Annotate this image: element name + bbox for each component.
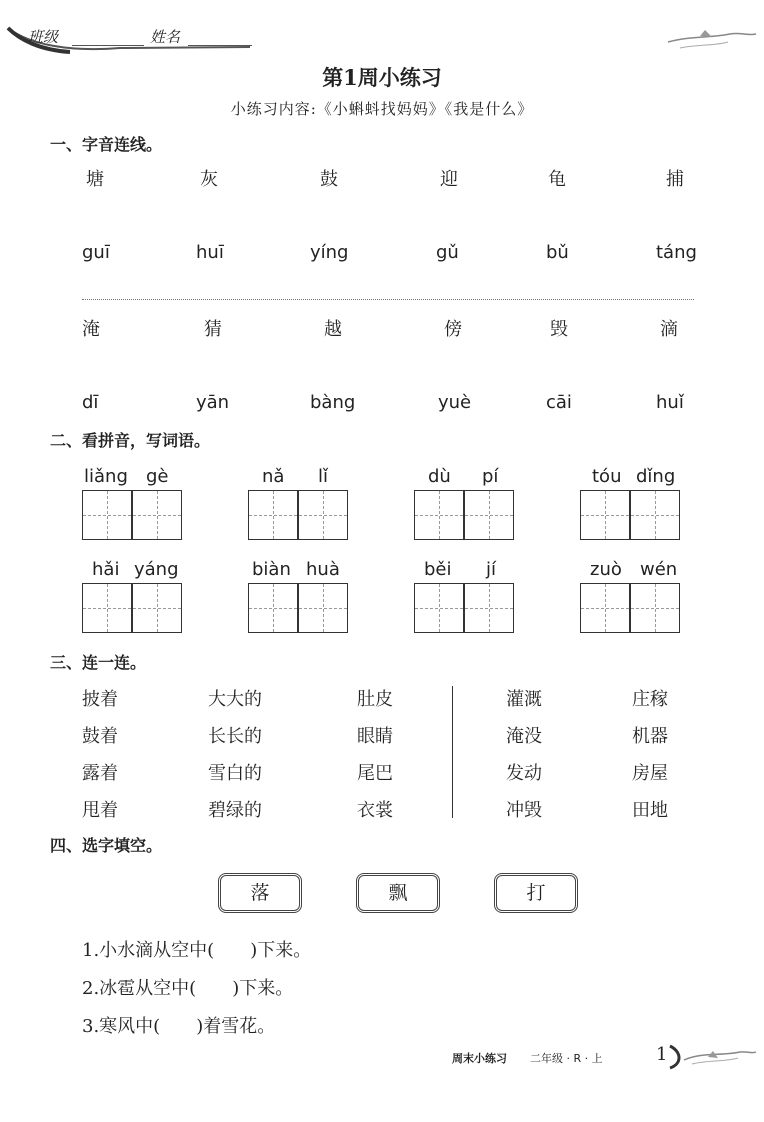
writing-box[interactable]: [414, 490, 464, 540]
match-divider: [452, 686, 453, 818]
section1-divider: [82, 299, 694, 300]
footer-brush-decoration: [668, 1042, 758, 1072]
pinyin-item[interactable]: guī: [82, 242, 110, 263]
match-word[interactable]: 田地: [632, 800, 668, 821]
pinyin-label: jí: [486, 559, 497, 580]
pinyin-label: dǐng: [636, 466, 676, 487]
pinyin-item[interactable]: yān: [196, 392, 230, 413]
footer-grade: 二年级 · R · 上: [530, 1052, 603, 1065]
char-item[interactable]: 滴: [660, 319, 678, 340]
pinyin-label: hǎi: [92, 559, 120, 580]
match-word[interactable]: 衣裳: [357, 800, 393, 821]
fill-sentence[interactable]: 2.冰雹从空中( )下来。: [82, 978, 294, 999]
match-word[interactable]: 庄稼: [632, 689, 668, 710]
pinyin-label: tóu: [592, 466, 622, 487]
fill-sentence[interactable]: 1.小水滴从空中( )下来。: [82, 940, 312, 961]
fill-sentence[interactable]: 3.寒风中( )着雪花。: [82, 1016, 276, 1037]
page-number: 1: [656, 1044, 668, 1065]
pinyin-label: zuò: [590, 559, 622, 580]
char-item[interactable]: 塘: [86, 169, 104, 190]
pinyin-item[interactable]: cāi: [546, 392, 572, 413]
writing-box[interactable]: [248, 583, 298, 633]
match-word[interactable]: 雪白的: [208, 763, 262, 784]
pinyin-item[interactable]: bǔ: [546, 242, 569, 263]
section4-heading: 四、选字填空。: [50, 836, 163, 855]
section1-heading: 一、字音连线。: [50, 135, 163, 154]
pinyin-label: yáng: [134, 559, 179, 580]
writing-box[interactable]: [464, 490, 514, 540]
pinyin-label: lǐ: [318, 466, 329, 487]
writing-box[interactable]: [580, 490, 630, 540]
choice-box[interactable]: 飘: [356, 873, 440, 913]
writing-box[interactable]: [580, 583, 630, 633]
page-title: 第1周小练习: [322, 65, 442, 90]
match-word[interactable]: 肚皮: [357, 689, 393, 710]
pinyin-item[interactable]: yíng: [310, 242, 349, 263]
match-word[interactable]: 大大的: [208, 689, 262, 710]
match-word[interactable]: 淹没: [506, 726, 542, 747]
pinyin-label: pí: [482, 466, 499, 487]
writing-box[interactable]: [82, 583, 132, 633]
match-word[interactable]: 甩着: [82, 800, 118, 821]
match-word[interactable]: 发动: [506, 763, 542, 784]
pinyin-item[interactable]: huī: [196, 242, 224, 263]
pinyin-label: běi: [424, 559, 452, 580]
pinyin-label: nǎ: [262, 466, 285, 487]
choice-box[interactable]: 落: [218, 873, 302, 913]
class-blank[interactable]: [72, 45, 144, 46]
header-brush-decoration: [0, 0, 764, 70]
pinyin-label: wén: [640, 559, 678, 580]
writing-box[interactable]: [132, 490, 182, 540]
match-word[interactable]: 尾巴: [357, 763, 393, 784]
char-item[interactable]: 鼓: [320, 169, 338, 190]
class-label: 班级: [28, 28, 59, 46]
writing-box[interactable]: [248, 490, 298, 540]
char-item[interactable]: 迎: [440, 169, 458, 190]
char-item[interactable]: 猜: [204, 319, 222, 340]
section2-heading: 二、看拼音，写词语。: [50, 431, 211, 450]
char-item[interactable]: 毁: [550, 319, 568, 340]
writing-box[interactable]: [414, 583, 464, 633]
writing-box[interactable]: [298, 583, 348, 633]
match-word[interactable]: 露着: [82, 763, 118, 784]
writing-box[interactable]: [464, 583, 514, 633]
pinyin-label: biàn: [252, 559, 291, 580]
writing-box[interactable]: [82, 490, 132, 540]
char-item[interactable]: 傍: [444, 319, 462, 340]
section3-heading: 三、连一连。: [50, 653, 147, 672]
match-word[interactable]: 眼睛: [357, 726, 393, 747]
match-word[interactable]: 灌溉: [506, 689, 542, 710]
pinyin-item[interactable]: bàng: [310, 392, 356, 413]
match-word[interactable]: 机器: [632, 726, 668, 747]
page-subtitle: 小练习内容:《小蝌蚪找妈妈》《我是什么》: [230, 100, 534, 118]
char-item[interactable]: 越: [324, 319, 342, 340]
pinyin-label: huà: [306, 559, 340, 580]
name-blank[interactable]: [188, 45, 252, 46]
pinyin-item[interactable]: gǔ: [436, 242, 459, 263]
match-word[interactable]: 碧绿的: [208, 800, 262, 821]
pinyin-item[interactable]: yuè: [438, 392, 472, 413]
match-word[interactable]: 披着: [82, 689, 118, 710]
writing-box[interactable]: [298, 490, 348, 540]
writing-box[interactable]: [630, 490, 680, 540]
match-word[interactable]: 长长的: [208, 726, 262, 747]
writing-box[interactable]: [630, 583, 680, 633]
match-word[interactable]: 房屋: [632, 763, 668, 784]
pinyin-item[interactable]: táng: [656, 242, 697, 263]
pinyin-label: dù: [428, 466, 451, 487]
name-label: 姓名: [150, 28, 181, 46]
char-item[interactable]: 龟: [548, 169, 566, 190]
match-word[interactable]: 冲毁: [506, 800, 542, 821]
pinyin-label: gè: [146, 466, 169, 487]
footer-series: 周末小练习: [452, 1052, 507, 1065]
choice-box[interactable]: 打: [494, 873, 578, 913]
pinyin-item[interactable]: dī: [82, 392, 99, 413]
match-word[interactable]: 鼓着: [82, 726, 118, 747]
char-item[interactable]: 灰: [200, 169, 218, 190]
pinyin-item[interactable]: huǐ: [656, 392, 684, 413]
char-item[interactable]: 淹: [82, 319, 100, 340]
char-item[interactable]: 捕: [666, 169, 684, 190]
writing-box[interactable]: [132, 583, 182, 633]
pinyin-label: liǎng: [84, 466, 128, 487]
